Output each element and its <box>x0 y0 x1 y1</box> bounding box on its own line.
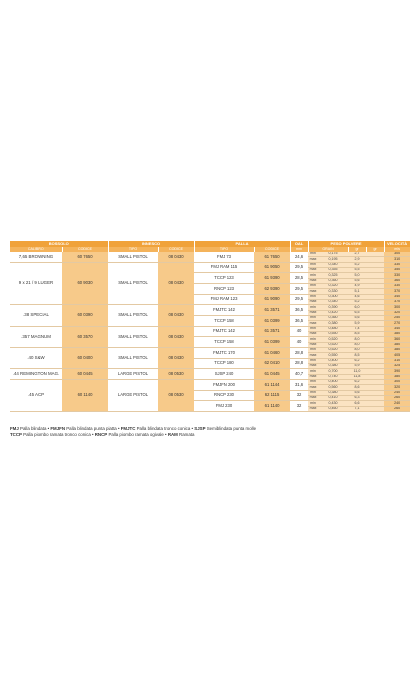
palla-code-cell: 61 7650 <box>254 252 290 262</box>
min-max-label: max <box>309 278 317 282</box>
palla-code-cell: 62 9390 <box>254 283 290 294</box>
calibro-cell: 7,65 BROWNING <box>10 252 62 262</box>
palla-code-cell: 61 9050 <box>254 262 290 273</box>
powder-grain-cell: 0,420 <box>318 310 348 315</box>
powder-grain-cell: 0,340 <box>318 299 348 304</box>
oal-cell: 31,6 <box>290 379 308 390</box>
reload-data-table-wrap <box>10 241 410 423</box>
velocity-cell: 380 <box>384 347 410 352</box>
powder-gr-cell: 5,2 <box>348 262 366 267</box>
powder-grain-cell: 0,380 <box>318 390 348 395</box>
innesco-code-cell: 08 0430 <box>158 347 194 368</box>
min-max-label: min <box>308 347 318 352</box>
innesco-type-cell: SMALL PISTOL <box>108 252 158 262</box>
min-max-label: min <box>308 262 318 267</box>
palla-code-cell: 61 0460 <box>254 347 290 358</box>
velocity-cell: 300 <box>384 379 410 384</box>
calibro-cell: .38 SPECIAL <box>10 305 62 326</box>
oal-cell: 29,5 <box>290 262 308 273</box>
calibro-cell: .45 ACP <box>10 379 62 411</box>
velocity-cell: 260 <box>384 395 410 400</box>
palla-type-cell: RNCP 123 <box>194 283 254 294</box>
powder-grain-cell: 0,460 <box>318 406 348 411</box>
powder-grain-cell: 0,380 <box>318 363 348 368</box>
palla-type-cell: SJSP 240 <box>194 369 254 380</box>
powder-gr-cell: 5,1 <box>348 289 366 294</box>
powder-grain-cell: 0,340 <box>318 262 348 267</box>
palla-type-cell: FMJTC 142 <box>194 326 254 337</box>
velocity-cell: 390 <box>384 369 410 374</box>
powder-gr-cell: 5,0 <box>348 273 366 278</box>
bossolo-code-cell: 60 0445 <box>62 369 108 380</box>
powder-grain-cell: 0,355 <box>318 267 348 272</box>
powder-gr-cell: 11,0 <box>348 369 366 374</box>
powder-gr-cell: 7,1 <box>348 406 366 411</box>
min-max-label: min <box>308 252 318 257</box>
bossolo-code-cell: 60 1140 <box>62 379 108 411</box>
min-max-label: max <box>309 395 317 400</box>
min-max-label: max <box>309 331 317 336</box>
header-sub: GRAIN <box>308 247 348 252</box>
min-max-label: max <box>309 363 317 368</box>
header-sub: gr <box>348 247 366 252</box>
innesco-type-cell: LARGE PISTOL <box>108 379 158 411</box>
min-max-label: min <box>308 294 318 299</box>
powder-grain-cell: 0,400 <box>318 358 348 363</box>
powder-grain-cell: 0,410 <box>318 395 348 400</box>
powder-grain-cell: 0,520 <box>318 337 348 342</box>
header-sub: gr <box>366 247 384 252</box>
velocity-cell: 330 <box>384 283 410 288</box>
header-sub: TIPO <box>194 247 254 252</box>
legend-abbr: FMJTC <box>120 426 136 431</box>
header-group: INNESCO <box>108 241 194 247</box>
velocity-cell: 240 <box>384 390 410 395</box>
powder-gr-cell: 8,0 <box>348 347 366 352</box>
header-sub: m/s <box>384 247 410 252</box>
powder-gr-cell: 6,3 <box>348 395 366 400</box>
powder-grain-cell: 0,325 <box>318 273 348 278</box>
velocity-cell: 360 <box>384 278 410 283</box>
oal-cell: 29,5 <box>290 294 308 305</box>
powder-gr-cell: 8,6 <box>348 385 366 390</box>
calibro-cell: 9 x 21 / 9 LUGER <box>10 262 62 305</box>
min-max-label: min <box>308 390 318 395</box>
oal-cell: 36,5 <box>290 315 308 326</box>
header-group: PALLA <box>194 241 290 247</box>
min-max-label: min <box>308 326 318 331</box>
palla-type-cell: FMJ RAM 115 <box>194 262 254 273</box>
palla-code-cell: 61 0399 <box>254 315 290 326</box>
palla-code-cell: 61 9090 <box>254 294 290 305</box>
oal-cell: 29,5 <box>290 283 308 294</box>
powder-gr-cell: 6,6 <box>348 401 366 406</box>
velocity-cell: 310 <box>384 257 410 262</box>
velocity-cell: 360 <box>384 337 410 342</box>
palla-code-cell: 61 0445 <box>254 369 290 380</box>
innesco-code-cell: 08 0430 <box>158 326 194 347</box>
velocity-cell: 300 <box>384 305 410 310</box>
table-body <box>10 252 410 411</box>
powder-gr-cell: 4,9 <box>348 283 366 288</box>
legend-desc: Palla piombo ramata ogivale • <box>107 432 168 437</box>
bossolo-code-cell: 60 0390 <box>62 305 108 326</box>
palla-code-cell: 61 3571 <box>254 326 290 337</box>
powder-gr-cell: 8,0 <box>348 342 366 347</box>
palla-type-cell: TCCP 123 <box>194 273 254 284</box>
legend-abbr: TCCP <box>10 432 22 437</box>
palla-code-cell: 61 1144 <box>254 379 290 390</box>
oal-cell: 40 <box>290 337 308 348</box>
palla-code-cell: 61 1140 <box>254 401 290 412</box>
oal-cell: 40,7 <box>290 369 308 380</box>
powder-grain-cell: 0,740 <box>318 374 348 379</box>
palla-type-cell: TCCP 158 <box>194 315 254 326</box>
min-max-label: max <box>309 406 317 410</box>
min-max-label: min <box>308 305 318 310</box>
header-group: OAL <box>290 241 308 247</box>
innesco-type-cell: SMALL PISTOL <box>108 262 158 305</box>
innesco-code-cell: 08 0430 <box>158 305 194 326</box>
min-max-label: max <box>309 267 317 272</box>
powder-grain-cell: 0,175 <box>318 252 348 257</box>
velocity-cell: 250 <box>384 315 410 320</box>
header-sub: TIPO <box>108 247 158 252</box>
legend-desc: Palla piombo ramata tronco conica • <box>21 432 95 437</box>
min-max-label: min <box>308 273 318 278</box>
powder-grain-cell: 0,390 <box>318 305 348 310</box>
powder-gr-cell: 6,2 <box>348 379 366 384</box>
powder-grain-cell: 0,300 <box>318 294 348 299</box>
bossolo-code-cell: 60 9030 <box>62 262 108 305</box>
innesco-code-cell: 08 0530 <box>158 379 194 411</box>
innesco-code-cell: 08 0430 <box>158 262 194 305</box>
powder-grain-cell: 0,700 <box>318 369 348 374</box>
palla-type-cell: FMJ RAM 123 <box>194 294 254 305</box>
min-max-label: max <box>309 310 317 314</box>
header-group: BOSSOLO <box>10 241 108 247</box>
powder-gr-cell: 2,7 <box>348 252 366 257</box>
powder-grain-cell: 0,380 <box>318 321 348 326</box>
oal-cell: 24,6 <box>290 252 308 262</box>
velocity-cell: 325 <box>384 363 410 368</box>
bossolo-code-cell: 60 3570 <box>62 326 108 347</box>
powder-grain-cell: 0,550 <box>318 353 348 358</box>
palla-code-cell: 61 0399 <box>254 337 290 348</box>
palla-type-cell: FMJ 230 <box>194 401 254 412</box>
powder-gr-cell: 11,8 <box>348 374 366 379</box>
palla-code-cell: 61 9390 <box>254 273 290 284</box>
min-max-label: min <box>308 401 318 406</box>
velocity-cell: 270 <box>384 321 410 326</box>
header-sub: CODICE <box>62 247 108 252</box>
powder-grain-cell: 0,320 <box>318 283 348 288</box>
palla-type-cell: FMJFN 200 <box>194 379 254 390</box>
powder-grain-cell: 0,560 <box>318 385 348 390</box>
abbreviation-legend <box>10 426 410 438</box>
legend-abbr: RAM <box>167 432 178 437</box>
velocity-cell: 300 <box>384 252 410 257</box>
palla-type-cell: FMJTC 170 <box>194 347 254 358</box>
header-group: PESO POLVERE <box>308 241 384 247</box>
legend-desc: Palla blindata • <box>18 426 51 431</box>
velocity-cell: 405 <box>384 353 410 358</box>
calibro-cell: .357 MAGNUM <box>10 326 62 347</box>
powder-grain-cell: 0,520 <box>318 347 348 352</box>
min-max-label: min <box>308 369 318 374</box>
velocity-cell: 340 <box>384 294 410 299</box>
velocity-cell: 370 <box>384 299 410 304</box>
legend-desc: Semiblindata punta molle <box>205 426 257 431</box>
powder-gr-extra-cell <box>366 406 384 411</box>
oal-cell: 28,8 <box>290 347 308 358</box>
calibro-cell: .40 S&W <box>10 347 62 368</box>
header-sub: CODICE <box>254 247 290 252</box>
min-max-label: max <box>309 352 317 357</box>
palla-code-cell: 62 0410 <box>254 358 290 369</box>
oal-cell: 36,5 <box>290 305 308 316</box>
legend-abbr: FMJFN <box>50 426 65 431</box>
velocity-cell: 260 <box>384 406 410 411</box>
palla-type-cell: TCCP 158 <box>194 337 254 348</box>
powder-gr-cell: 8,5 <box>348 353 366 358</box>
powder-grain-cell: 0,330 <box>318 289 348 294</box>
powder-gr-cell: 5,6 <box>348 315 366 320</box>
powder-gr-cell: 7,4 <box>348 326 366 331</box>
powder-gr-cell: 5,6 <box>348 278 366 283</box>
powder-gr-cell: 5,9 <box>348 321 366 326</box>
powder-gr-cell: 2,9 <box>348 257 366 262</box>
oal-cell: 28,5 <box>290 273 308 284</box>
powder-gr-cell: 5,6 <box>348 390 366 395</box>
velocity-cell: 350 <box>384 267 410 272</box>
innesco-type-cell: SMALL PISTOL <box>108 347 158 368</box>
palla-type-cell: RNCP 230 <box>194 390 254 401</box>
min-max-label: max <box>309 374 317 378</box>
reload-data-table <box>10 241 411 412</box>
powder-gr-cell: 6,2 <box>348 358 366 363</box>
legend-abbr: SJSP <box>194 426 206 431</box>
powder-grain-cell: 0,400 <box>318 379 348 384</box>
velocity-cell: 330 <box>384 262 410 267</box>
palla-code-cell: 62 1115 <box>254 390 290 401</box>
powder-grain-cell: 0,430 <box>318 401 348 406</box>
velocity-cell: 380 <box>384 342 410 347</box>
velocity-cell: 240 <box>384 401 410 406</box>
palla-type-cell: TCCP 180 <box>194 358 254 369</box>
oal-cell: 40 <box>290 326 308 337</box>
legend-abbr: FMJ <box>10 426 19 431</box>
min-max-label: max <box>309 384 317 389</box>
min-max-label: min <box>308 358 318 363</box>
powder-gr-cell: 6,0 <box>348 305 366 310</box>
velocity-cell: 330 <box>384 273 410 278</box>
header-group: VELOCITÀ <box>384 241 410 247</box>
velocity-cell: 380 <box>384 374 410 379</box>
innesco-type-cell: LARGE PISTOL <box>108 369 158 380</box>
velocity-cell: 370 <box>384 289 410 294</box>
powder-gr-cell: 5,2 <box>348 299 366 304</box>
min-max-label: max <box>309 342 317 346</box>
velocity-cell: 310 <box>384 358 410 363</box>
palla-code-cell: 61 3571 <box>254 305 290 316</box>
bossolo-code-cell: 60 7650 <box>62 252 108 262</box>
powder-grain-cell: 0,360 <box>318 315 348 320</box>
powder-grain-cell: 0,360 <box>318 278 348 283</box>
min-max-label: min <box>308 337 318 342</box>
powder-gr-cell: 8,0 <box>348 337 366 342</box>
velocity-cell: 380 <box>384 331 410 336</box>
velocity-cell: 340 <box>384 326 410 331</box>
palla-type-cell: FMJ 73 <box>194 252 254 262</box>
powder-gr-cell: 8,5 <box>348 331 366 336</box>
min-max-label: max <box>309 299 317 304</box>
velocity-cell: 320 <box>384 310 410 315</box>
bossolo-code-cell: 60 0400 <box>62 347 108 368</box>
innesco-type-cell: SMALL PISTOL <box>108 326 158 347</box>
powder-gr-cell: 4,6 <box>348 294 366 299</box>
powder-gr-cell: 5,9 <box>348 363 366 368</box>
innesco-code-cell: 08 0530 <box>158 369 194 380</box>
legend-line <box>10 432 410 438</box>
min-max-label: max <box>309 256 317 261</box>
powder-gr-cell: 5,5 <box>348 267 366 272</box>
header-sub: CODICE <box>158 247 194 252</box>
powder-gr-cell: 6,5 <box>348 310 366 315</box>
legend-desc: Ramata <box>177 432 195 437</box>
legend-abbr: RNCP <box>94 432 108 437</box>
min-max-label: min <box>308 315 318 320</box>
powder-grain-cell: 0,480 <box>318 326 348 331</box>
header-sub: mm <box>290 247 308 252</box>
legend-desc: Palla blindata tronco conica • <box>135 426 195 431</box>
powder-grain-cell: 0,520 <box>318 342 348 347</box>
innesco-code-cell: 08 0430 <box>158 252 194 262</box>
calibro-cell: .44 REMINGTON MAG. <box>10 369 62 380</box>
min-max-label: min <box>308 283 318 288</box>
velocity-cell: 320 <box>384 385 410 390</box>
innesco-type-cell: SMALL PISTOL <box>108 305 158 326</box>
oal-cell: 32 <box>290 401 308 412</box>
header-sub: CALIBRO <box>10 247 62 252</box>
powder-grain-cell: 0,550 <box>318 331 348 336</box>
min-max-label: min <box>308 379 318 384</box>
oal-cell: 32 <box>290 390 308 401</box>
palla-type-cell: FMJTC 142 <box>194 305 254 316</box>
powder-grain-cell: 0,195 <box>318 257 348 262</box>
legend-desc: Palla blindata punta piatta • <box>65 426 121 431</box>
oal-cell: 28,8 <box>290 358 308 369</box>
min-max-label: max <box>309 320 317 325</box>
min-max-label: max <box>309 288 317 293</box>
